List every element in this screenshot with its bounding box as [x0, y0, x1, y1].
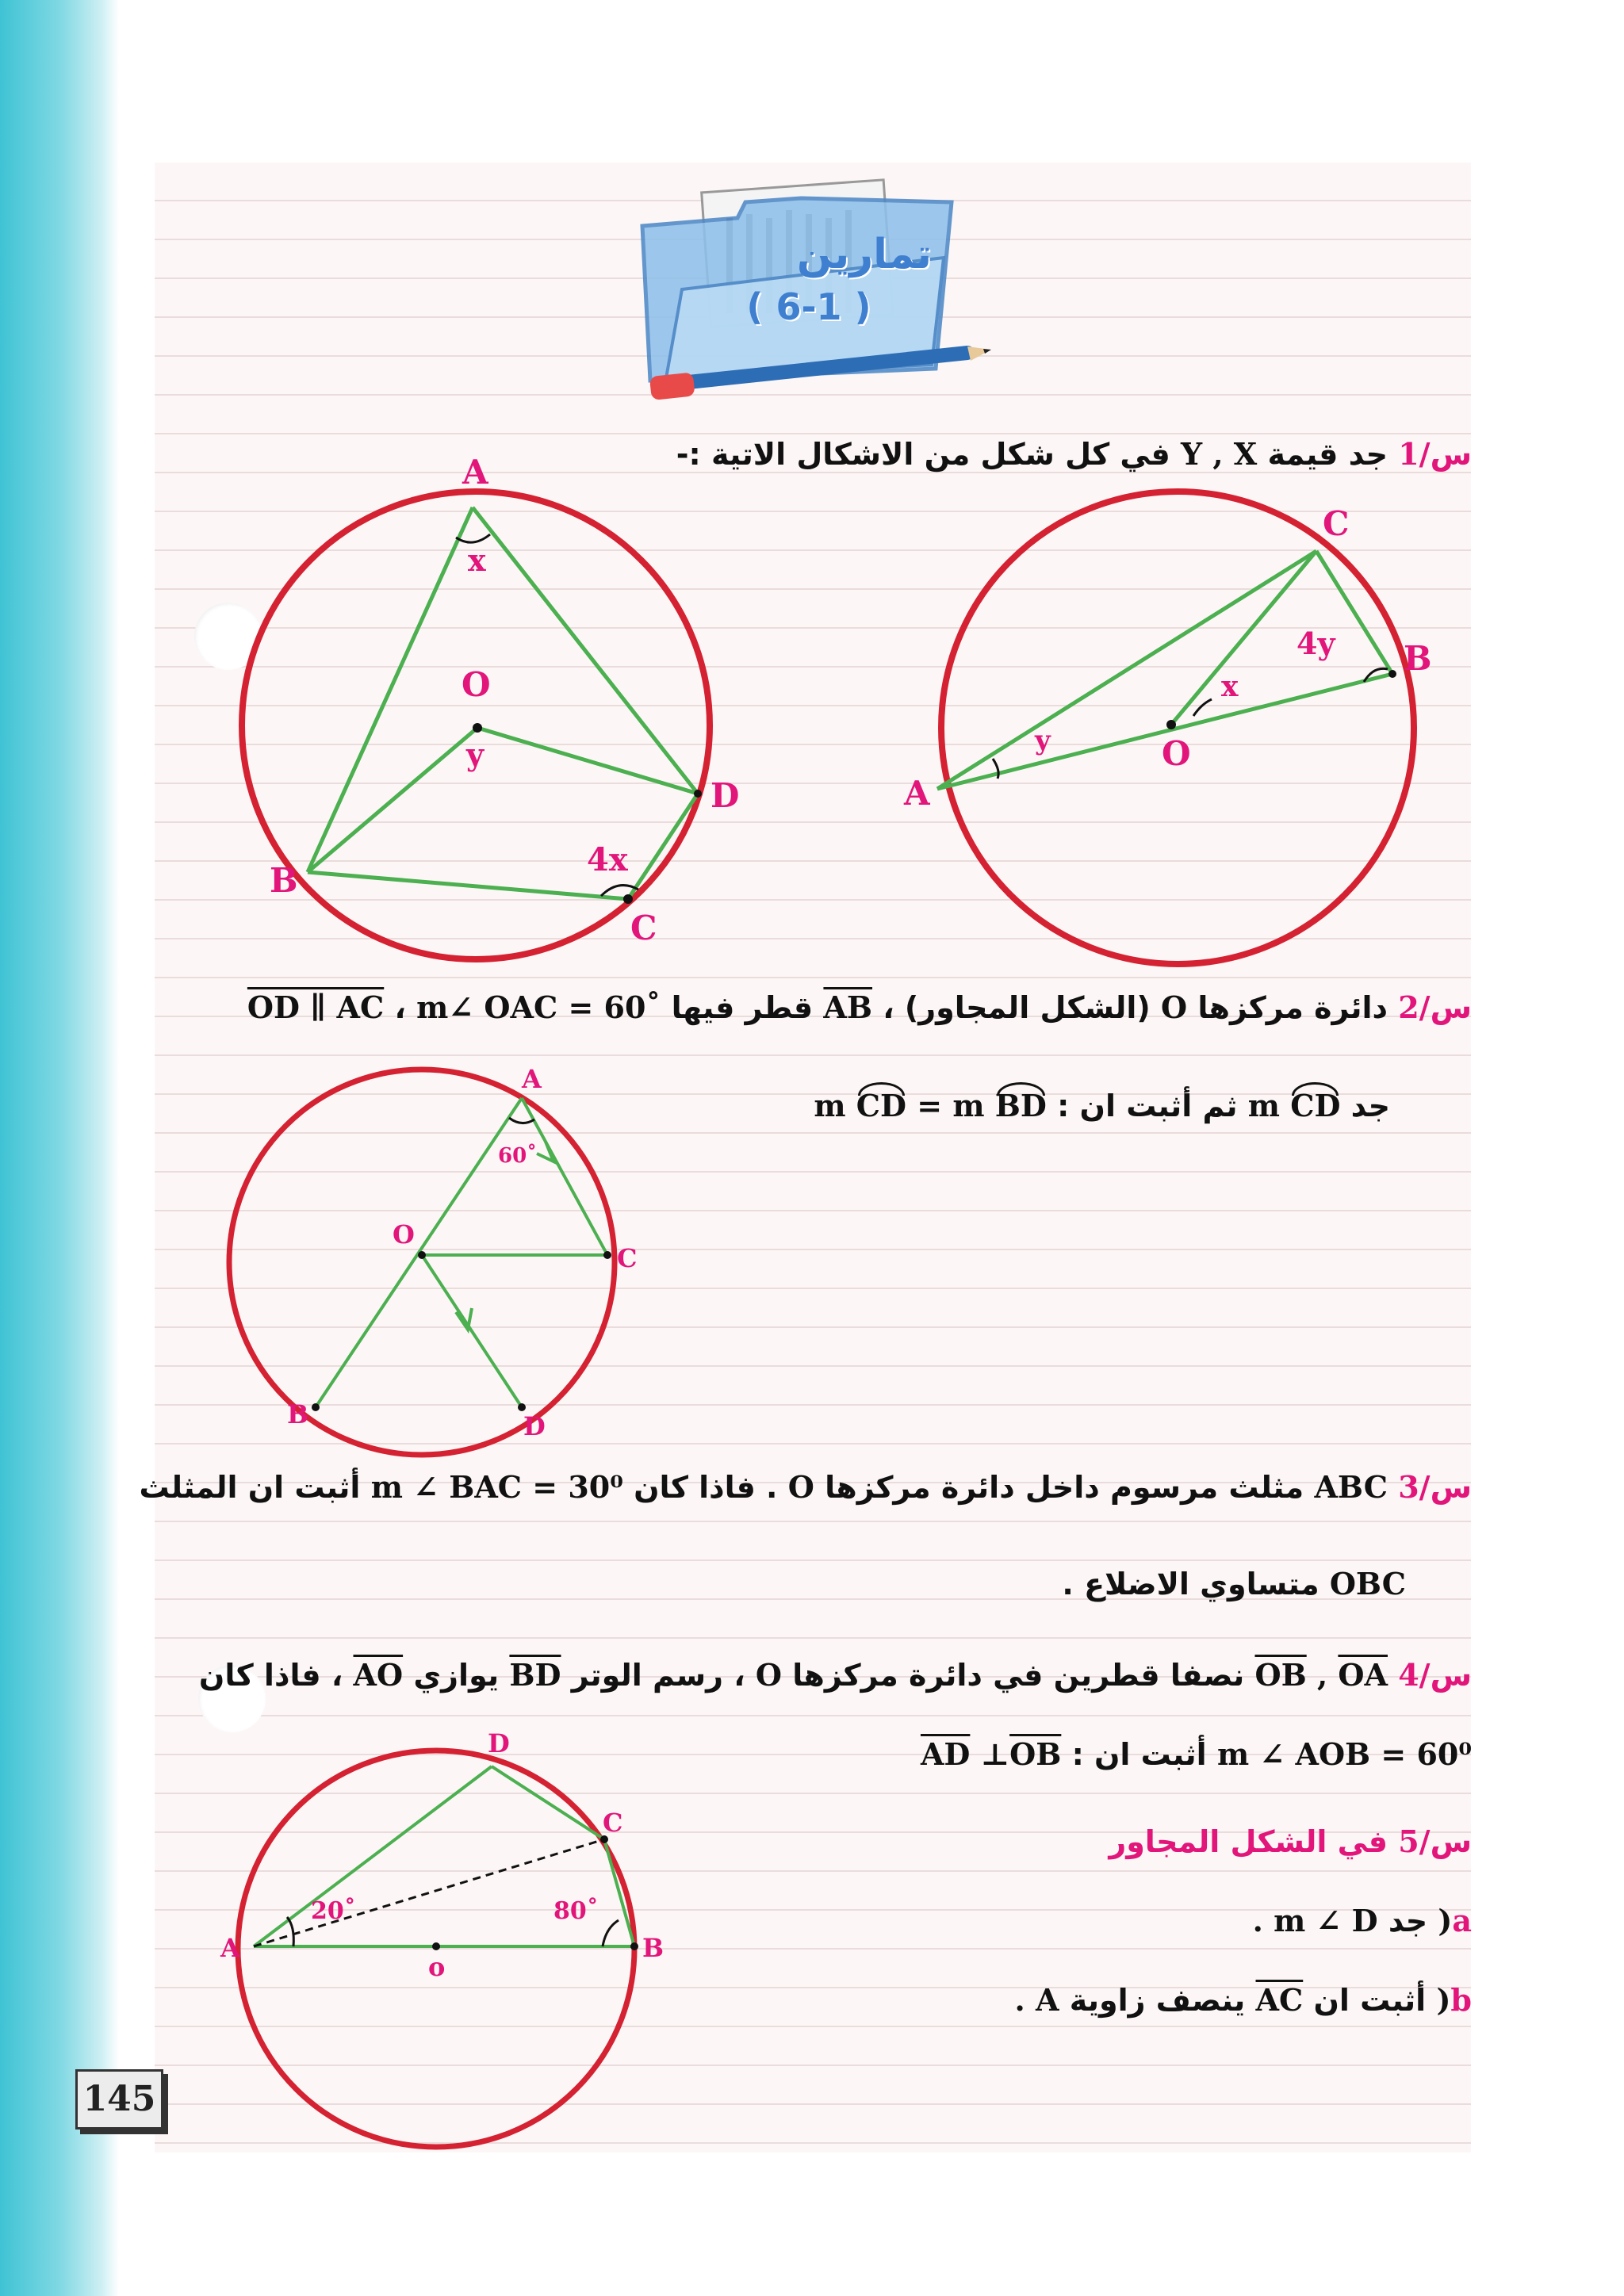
q4-number: 4/ — [1398, 1657, 1431, 1693]
q5-a-end: . — [1252, 1903, 1263, 1938]
q3-line2-text: متساوي الاضلاع . — [1062, 1567, 1320, 1601]
q2-text-a: دائرة مركزها — [1197, 990, 1388, 1025]
q3-text-b: . فاذا كان — [634, 1470, 778, 1505]
q4-text-e: أثبت ان : — [1071, 1737, 1207, 1772]
q5-a-math: m ∠ D — [1274, 1903, 1378, 1938]
q3-text-c: أثبت ان المثلث — [139, 1470, 361, 1505]
q2-m2: m — [814, 1088, 846, 1123]
q2-arc-cd-1 — [1248, 1088, 1341, 1123]
q5-label-a: A — [220, 1933, 240, 1963]
q4-angle: m ∠ AOB = 60⁰ — [1216, 1736, 1472, 1772]
q3-center: O — [787, 1469, 814, 1505]
page-edge-strip — [0, 0, 119, 2296]
q5-b-ac: $\overline{AC}$ — [1255, 1982, 1304, 2018]
q5-prefix: س — [1430, 1824, 1472, 1859]
q5-b-text-b: ينصف زاوية — [1069, 1983, 1246, 2018]
q1-prefix: س — [1430, 437, 1472, 472]
q3-line2 — [1062, 1566, 1406, 1603]
q4-prefix: س — [1430, 1658, 1472, 1693]
q5-part-b: b) أثبت ان $\overline{AC}$ ينصف زاوية A . — [1014, 1982, 1472, 2018]
q2-label-c: C — [617, 1243, 638, 1273]
q1-left-figure — [238, 444, 745, 967]
q5-part-a: a) جد m ∠ D . — [1252, 1903, 1472, 1938]
exercise-title: تمارين — [796, 231, 933, 278]
q2-line2-b: ثم أثبت ان : — [1057, 1089, 1238, 1123]
q5-b-text-a: أثبت ان — [1313, 1983, 1427, 2018]
q5-number: 5/ — [1398, 1823, 1431, 1859]
q3-angle: m ∠ BAC = 30⁰ — [370, 1469, 623, 1505]
q1-right-label-c: C — [1323, 504, 1350, 543]
q4-ad: $\overline{AD}$ — [920, 1736, 971, 1772]
q1-right-label-o: O — [1162, 734, 1191, 773]
q3-obc: OBC — [1329, 1566, 1406, 1601]
q2-eq: = — [917, 1088, 943, 1123]
q2-text — [247, 989, 1472, 1027]
q1-left-label-b: B — [270, 861, 298, 900]
q1-left-label-4x: 4x — [587, 841, 628, 878]
q3-number: 3/ — [1398, 1469, 1431, 1505]
q5-title — [1109, 1823, 1472, 1861]
q5-label-20: 20˚ — [311, 1897, 356, 1925]
q2-sep: ، — [394, 990, 406, 1025]
page-number: 145 — [75, 2069, 163, 2130]
q2-label-a: A — [522, 1064, 542, 1094]
q2-line2-a: جد — [1350, 1089, 1390, 1123]
q2-bd: BD — [994, 1088, 1047, 1123]
q1-text — [676, 436, 1472, 473]
q2-ab: $\overline{AB}$ — [823, 989, 873, 1025]
q2-label-d: D — [523, 1411, 546, 1441]
q4-ob2: $\overline{OB}$ — [1009, 1736, 1062, 1772]
q5-b-label: b — [1450, 1982, 1472, 2018]
q4-text — [199, 1657, 1472, 1694]
q4-text-c: يوازي — [413, 1658, 500, 1693]
q2-label-b: B — [287, 1399, 309, 1429]
q2-cd1: CD — [1290, 1088, 1341, 1123]
q1-text-a: جد قيمة — [1267, 437, 1388, 472]
q3-text — [139, 1469, 1472, 1506]
q5-b-a: A — [1036, 1982, 1059, 2018]
q2-prefix: س — [1430, 990, 1472, 1025]
q2-center: O — [1161, 989, 1188, 1025]
q2-figure — [214, 1054, 658, 1467]
q4-perp: ⊥ — [980, 1736, 1010, 1772]
q2-m1: m — [1247, 1088, 1280, 1123]
q2-text-b: (الشكل المجاور) ، — [883, 990, 1151, 1025]
q4-ob: $\overline{OB}$ — [1254, 1657, 1307, 1693]
q5-figure — [214, 1720, 665, 2196]
q1-left-label-a: A — [462, 453, 488, 492]
q2-m3: m — [952, 1088, 985, 1123]
q5-label-b: B — [642, 1933, 665, 1963]
q4-text-d: ، فاذا كان — [198, 1658, 343, 1693]
q3-abc: ABC — [1314, 1469, 1388, 1505]
q2-angle: m∠ OAC = 60˚ — [416, 989, 661, 1025]
q5-label-80: 80˚ — [553, 1897, 599, 1925]
q4-center: O — [755, 1657, 783, 1693]
q5-title-text: في الشكل المجاور — [1109, 1824, 1388, 1859]
q1-right-figure — [888, 476, 1459, 967]
q1-right-label-y: y — [1035, 725, 1051, 756]
q1-left-label-c: C — [630, 909, 657, 947]
q2-number: 2/ — [1398, 989, 1431, 1025]
q4-oa: $\overline{OA}$ — [1338, 1657, 1388, 1693]
q1-right-label-a: A — [904, 774, 930, 813]
q1-left-label-o: O — [462, 665, 491, 704]
q3-text-a: مثلث مرسوم داخل دائرة مركزها — [825, 1470, 1304, 1505]
q5-label-o: o — [428, 1952, 446, 1982]
q4-comma: , — [1316, 1657, 1328, 1693]
q4-text-a: نصفا قطرين في دائرة مركزها — [792, 1658, 1245, 1693]
q1-number: 1/ — [1398, 436, 1431, 472]
q4-ao: $\overline{AO}$ — [353, 1657, 404, 1693]
q4-bd: $\overline{BD}$ — [509, 1657, 561, 1693]
q2-line2 — [814, 1088, 1390, 1125]
q2-cd2: CD — [856, 1088, 906, 1123]
q1-left-label-d: D — [710, 776, 740, 815]
q5-label-c: C — [603, 1808, 623, 1838]
q2-text-c: قطر فيها — [671, 990, 814, 1025]
q4-line2 — [921, 1736, 1472, 1774]
q5-a-text: جد — [1388, 1904, 1428, 1938]
q1-vars: Y , X — [1180, 436, 1258, 472]
q1-left-label-x: x — [468, 542, 486, 578]
q2-parallel: OD ∥ AC — [247, 989, 385, 1025]
q2-arc-eq — [814, 1088, 1047, 1123]
q5-label-d: D — [488, 1728, 510, 1758]
q4-perp-expr — [921, 1736, 1061, 1772]
q3-prefix: س — [1430, 1470, 1472, 1505]
exercise-number: ( 6-1 ) — [746, 285, 871, 328]
q2-label-60: 60˚ — [498, 1144, 538, 1168]
q1-left-label-y: y — [466, 737, 485, 772]
q1-right-label-b: B — [1404, 639, 1432, 678]
q5-b-end: . — [1014, 1982, 1025, 2018]
q1-right-label-4y: 4y — [1297, 626, 1335, 661]
q1-right-label-x: x — [1221, 670, 1239, 703]
q1-text-b: في كل شكل من الاشكال الاتية :- — [676, 437, 1170, 472]
q2-label-o: O — [393, 1219, 415, 1249]
q4-text-b: ، رسم الوتر — [571, 1658, 745, 1693]
q5-a-label: a — [1452, 1903, 1472, 1938]
